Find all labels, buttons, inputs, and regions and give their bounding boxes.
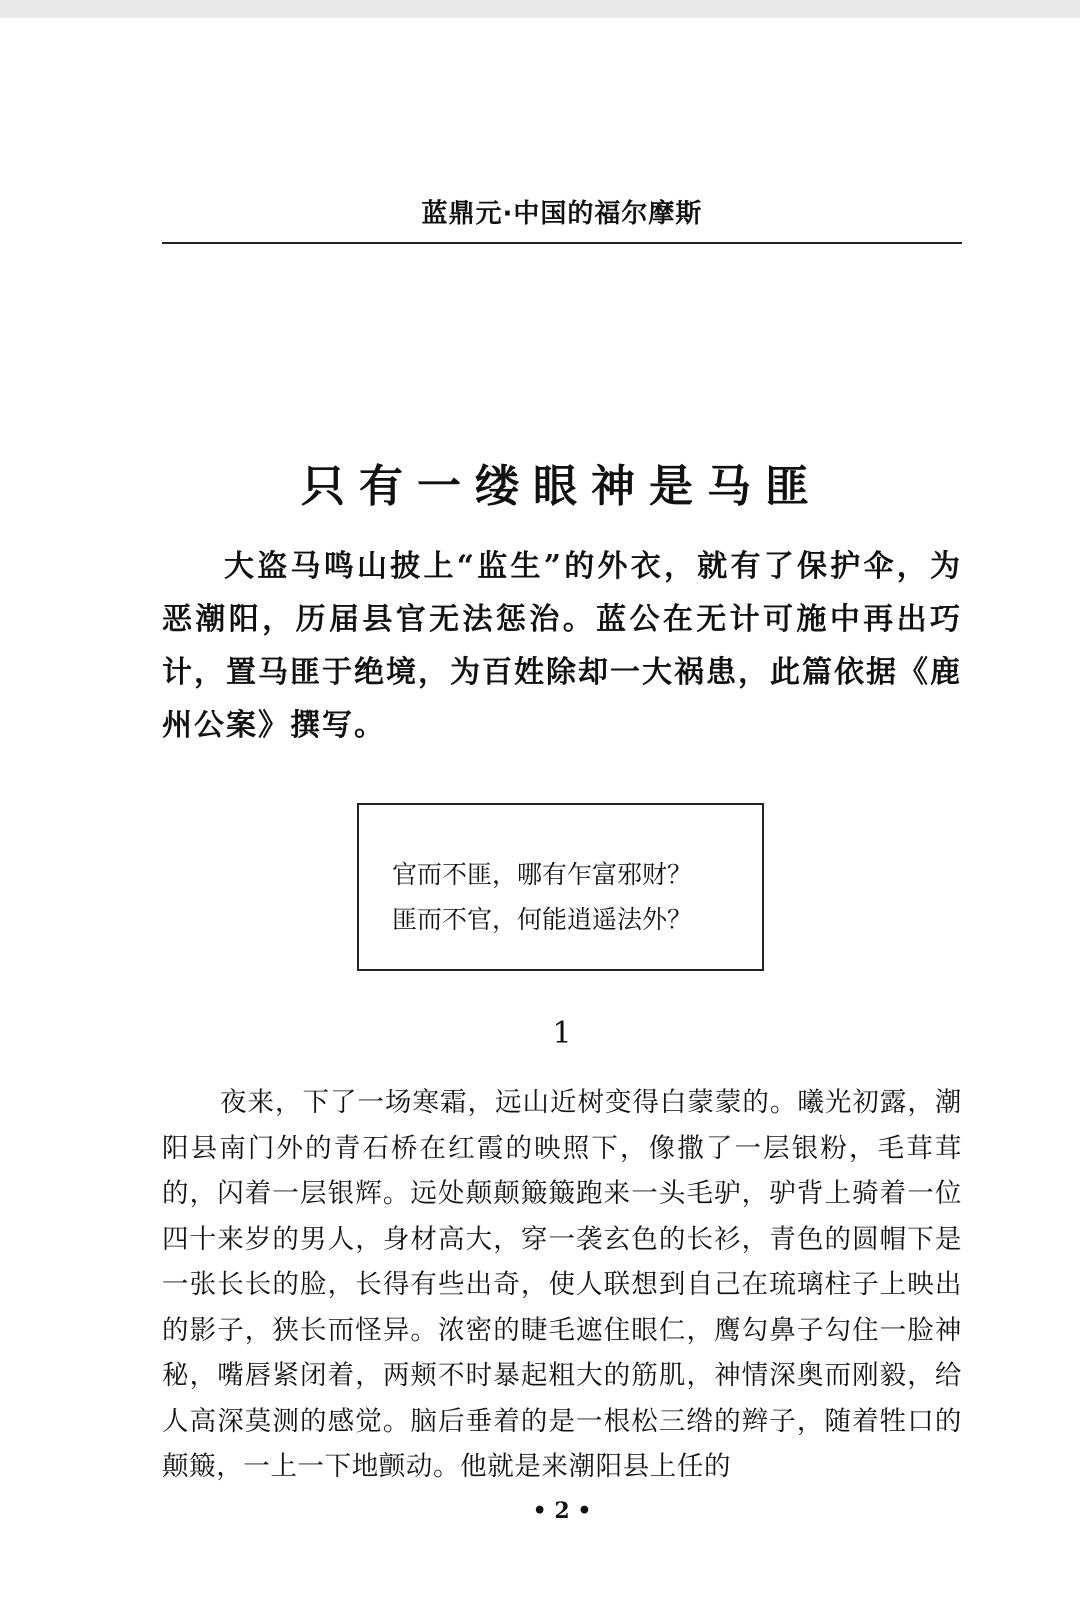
chapter-intro: 大盗马鸣山披上“监生”的外衣，就有了保护伞，为恶潮阳，历届县官无法惩治。蓝公在无计可施中再出巧计，置马匪于绝境，为百姓除却一大祸患，此篇依据《鹿州公案》撰写。 xyxy=(162,549,962,743)
top-strip xyxy=(0,0,1080,18)
epigraph-line-1: 官而不匪，哪有乍富邪财？ xyxy=(392,860,693,889)
chapter-title: 只有一缕眼神是马匪 xyxy=(301,461,823,512)
epigraph-line-2: 匪而不官，何能逍遥法外？ xyxy=(392,905,693,934)
page-number: • 2 • xyxy=(532,1498,592,1524)
running-header: 蓝鼎元·中国的福尔摩斯 xyxy=(421,199,703,229)
section-number: 1 xyxy=(552,1016,572,1051)
body-paragraph: 夜来，下了一场寒霜，远山近树变得白蒙蒙的。曦光初露，潮阳县南门外的青石桥在红霞的映照下，像撒了一层银粉，毛茸茸的，闪着一层银辉。远处颠颠簸簸跑来一头毛驴，驴背上骑着一位四十来岁的男人，身材高大，穿一袭玄色的长衫，青色的圆帽下是一张长长的脸，长得有些出奇，使人联想到自己在琉璃柱子上映出的影子，狭长而怪异。浓密的睫毛遮住眼仁，鹰勾鼻子勾住一脸神秘，嘴唇紧闭着，两颊不时暴起粗大的筋肌，神情深奥而刚毅，给人高深莫测的感觉。脑后垂着的是一根松三绺的辫子，随着牲口的颠簸，一上一下地颤动。他就是来潮阳县上任的 xyxy=(162,1087,962,1482)
header-rule xyxy=(162,242,962,244)
epigraph-box xyxy=(357,803,764,971)
